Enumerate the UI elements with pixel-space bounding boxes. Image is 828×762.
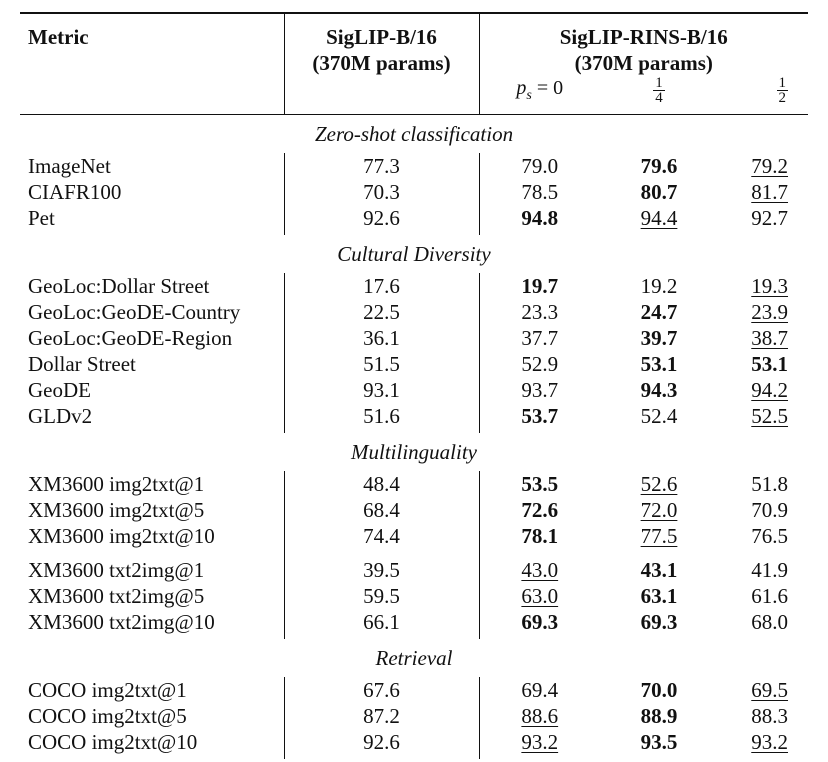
- rins-ps0-value: 88.6: [521, 704, 559, 728]
- rins-ps0-value: 94.8: [521, 206, 559, 230]
- metric-column-header: Metric: [28, 25, 89, 49]
- table-row: [20, 703, 808, 729]
- table-row: [20, 583, 808, 609]
- rins-ps-quarter-value: 94.3: [640, 378, 678, 402]
- siglip-value-cell: [284, 609, 479, 639]
- metric-name: ImageNet: [28, 154, 111, 178]
- metric-name: Pet: [28, 206, 55, 230]
- rins-ps-quarter-value: 52.6: [640, 472, 678, 496]
- rins-ps0-value: 78.5: [521, 180, 559, 204]
- rins-ps-quarter-value-cell: [600, 153, 718, 179]
- rins-ps-quarter-value-cell: [600, 523, 718, 549]
- rins-ps-quarter-value: 93.5: [640, 730, 678, 754]
- rins-ps-half-value: 61.6: [751, 584, 789, 608]
- results-table: [20, 12, 808, 759]
- rins-ps0-value-cell: [479, 471, 600, 497]
- rins-ps-half-value-cell: [718, 179, 808, 205]
- rins-ps0-value-cell: [479, 377, 600, 403]
- table-header: [20, 13, 808, 115]
- siglip-value-cell: [284, 325, 479, 351]
- siglip-rins-name: SigLIP-RINS-B/16: [559, 25, 728, 49]
- rins-ps0-value-cell: [479, 729, 600, 759]
- rins-ps-half-value-cell: [718, 299, 808, 325]
- rins-ps-half-value: 41.9: [751, 558, 789, 582]
- rins-ps-quarter-value: 53.1: [640, 352, 678, 376]
- rins-ps-quarter-value: 43.1: [640, 558, 678, 582]
- rins-ps0-value: 78.1: [521, 524, 559, 548]
- siglip-value-cell: [284, 377, 479, 403]
- metric-name: XM3600 img2txt@5: [28, 498, 205, 522]
- siglip-value: 67.6: [363, 678, 400, 702]
- siglip-value: 87.2: [363, 704, 400, 728]
- siglip-value: 93.1: [363, 378, 400, 402]
- table-row: [20, 153, 808, 179]
- rins-ps-quarter-value-cell: [600, 677, 718, 703]
- section-title: Zero-shot classification: [314, 122, 514, 146]
- rins-ps0-value: 43.0: [521, 558, 559, 582]
- rins-ps-quarter-value: 72.0: [640, 498, 678, 522]
- rins-ps-half-value-cell: [718, 497, 808, 523]
- siglip-column-header: [284, 13, 479, 115]
- metric-name: XM3600 txt2img@1: [28, 558, 205, 582]
- siglip-value: 59.5: [363, 584, 400, 608]
- siglip-value-cell: [284, 471, 479, 497]
- siglip-value-cell: [284, 153, 479, 179]
- rins-ps-half-value: 53.1: [751, 352, 789, 376]
- fraction-half: [777, 76, 789, 105]
- rins-ps0-value: 37.7: [521, 326, 559, 350]
- siglip-name: SigLIP-B/16: [326, 25, 437, 49]
- rins-ps-quarter-value-cell: [600, 471, 718, 497]
- rins-ps-quarter-value: 70.0: [640, 678, 678, 702]
- rins-ps0-value: 69.4: [521, 678, 559, 702]
- siglip-value-cell: [284, 299, 479, 325]
- siglip-value-cell: [284, 677, 479, 703]
- rins-ps0-value-cell: [479, 497, 600, 523]
- rins-ps-half-value-cell: [718, 325, 808, 351]
- siglip-value-cell: [284, 205, 479, 235]
- rins-ps0-value-cell: [479, 677, 600, 703]
- ps-half-subheader: [718, 76, 808, 115]
- rins-ps-quarter-value: 80.7: [640, 180, 678, 204]
- rins-ps0-value-cell: [479, 325, 600, 351]
- table-row: [20, 497, 808, 523]
- metric-name: GeoLoc:Dollar Street: [28, 274, 210, 298]
- fraction-quarter: [653, 76, 665, 105]
- siglip-value-cell: [284, 557, 479, 583]
- row-spacer: [20, 549, 808, 557]
- rins-ps-quarter-value: 79.6: [640, 154, 678, 178]
- rins-ps-half-value-cell: [718, 729, 808, 759]
- siglip-value-cell: [284, 403, 479, 433]
- fraction-denominator: 2: [778, 90, 787, 106]
- rins-ps-half-value-cell: [718, 677, 808, 703]
- results-table-container: [20, 12, 808, 759]
- rins-ps0-value: 53.7: [521, 404, 559, 428]
- ps-subscript: s: [526, 88, 532, 103]
- metric-name: GeoDE: [28, 378, 91, 402]
- rins-ps0-value-cell: [479, 609, 600, 639]
- metric-name: XM3600 txt2img@5: [28, 584, 205, 608]
- table-row: [20, 299, 808, 325]
- section-header-row: [20, 115, 808, 154]
- table-row: [20, 179, 808, 205]
- rins-ps-quarter-value-cell: [600, 703, 718, 729]
- siglip-value-cell: [284, 729, 479, 759]
- table-body: [20, 115, 808, 760]
- rins-ps-quarter-value: 39.7: [640, 326, 678, 350]
- rins-ps0-value: 63.0: [521, 584, 559, 608]
- rins-ps-quarter-value: 63.1: [640, 584, 678, 608]
- rins-ps-quarter-value: 24.7: [640, 300, 678, 324]
- siglip-value-cell: [284, 703, 479, 729]
- rins-ps0-value-cell: [479, 523, 600, 549]
- siglip-value: 51.5: [363, 352, 400, 376]
- table-row: [20, 351, 808, 377]
- metric-name: CIAFR100: [28, 180, 122, 204]
- rins-ps-quarter-value: 77.5: [640, 524, 678, 548]
- table-row: [20, 471, 808, 497]
- rins-ps-half-value: 51.8: [751, 472, 789, 496]
- table-row: [20, 523, 808, 549]
- siglip-value: 66.1: [363, 610, 400, 634]
- rins-ps0-value: 52.9: [521, 352, 559, 376]
- rins-ps0-value: 69.3: [521, 610, 559, 634]
- rins-ps-half-value: 92.7: [751, 206, 789, 230]
- siglip-value: 51.6: [363, 404, 400, 428]
- rins-ps-half-value: 88.3: [751, 704, 789, 728]
- siglip-rins-params: (370M params): [574, 51, 713, 75]
- siglip-value: 22.5: [363, 300, 400, 324]
- metric-name: GeoLoc:GeoDE-Region: [28, 326, 233, 350]
- metric-name: COCO img2txt@5: [28, 704, 187, 728]
- rins-ps-half-value: 70.9: [751, 498, 789, 522]
- siglip-value: 92.6: [363, 730, 400, 754]
- siglip-value-cell: [284, 351, 479, 377]
- section-title: Multilinguality: [351, 440, 477, 464]
- fraction-numerator: 1: [655, 75, 663, 91]
- metric-name: Dollar Street: [28, 352, 136, 376]
- siglip-rins-column-header: [479, 13, 808, 76]
- table-row: [20, 729, 808, 759]
- ps-quarter-subheader: [600, 76, 718, 115]
- section-header-row: [20, 639, 808, 677]
- rins-ps-half-value: 52.5: [751, 404, 789, 428]
- rins-ps-half-value: 94.2: [751, 378, 789, 402]
- siglip-value: 17.6: [363, 274, 400, 298]
- table-row: [20, 403, 808, 433]
- rins-ps0-value: 19.7: [521, 274, 559, 298]
- rins-ps-half-value-cell: [718, 557, 808, 583]
- rins-ps-quarter-value-cell: [600, 351, 718, 377]
- metric-name: XM3600 img2txt@1: [28, 472, 205, 496]
- rins-ps-quarter-value: 94.4: [640, 206, 678, 230]
- metric-name: COCO img2txt@10: [28, 730, 198, 754]
- rins-ps0-value-cell: [479, 273, 600, 299]
- rins-ps0-value-cell: [479, 299, 600, 325]
- rins-ps0-value: 53.5: [521, 472, 559, 496]
- rins-ps-half-value: 76.5: [751, 524, 789, 548]
- metric-name: XM3600 img2txt@10: [28, 524, 215, 548]
- rins-ps-quarter-value-cell: [600, 557, 718, 583]
- siglip-value: 70.3: [363, 180, 400, 204]
- table-row: [20, 609, 808, 639]
- metric-name: GeoLoc:GeoDE-Country: [28, 300, 241, 324]
- rins-ps-half-value-cell: [718, 205, 808, 235]
- rins-ps-quarter-value-cell: [600, 205, 718, 235]
- siglip-value: 36.1: [363, 326, 400, 350]
- rins-ps-half-value: 23.9: [751, 300, 789, 324]
- rins-ps0-value: 79.0: [521, 154, 559, 178]
- rins-ps-quarter-value: 88.9: [640, 704, 678, 728]
- rins-ps-half-value-cell: [718, 377, 808, 403]
- section-header-row: [20, 235, 808, 273]
- section-title: Retrieval: [375, 646, 453, 670]
- rins-ps0-value-cell: [479, 557, 600, 583]
- siglip-params: (370M params): [312, 51, 451, 75]
- rins-ps-quarter-value: 69.3: [640, 610, 678, 634]
- rins-ps-half-value: 38.7: [751, 326, 789, 350]
- rins-ps0-value: 93.7: [521, 378, 559, 402]
- rins-ps0-value-cell: [479, 179, 600, 205]
- metric-name: GLDv2: [28, 404, 93, 428]
- ps-zero-subheader: [479, 76, 600, 115]
- siglip-value-cell: [284, 523, 479, 549]
- rins-ps0-value-cell: [479, 351, 600, 377]
- siglip-value-cell: [284, 179, 479, 205]
- table-row: [20, 325, 808, 351]
- section-title: Cultural Diversity: [337, 242, 491, 266]
- siglip-value: 77.3: [363, 154, 400, 178]
- rins-ps-half-value-cell: [718, 703, 808, 729]
- ps-symbol: p: [516, 77, 527, 99]
- siglip-value-cell: [284, 583, 479, 609]
- rins-ps-half-value: 19.3: [751, 274, 789, 298]
- metric-name: XM3600 txt2img@10: [28, 610, 215, 634]
- table-row: [20, 677, 808, 703]
- rins-ps-quarter-value: 52.4: [640, 404, 678, 428]
- rins-ps-half-value-cell: [718, 609, 808, 639]
- rins-ps0-value-cell: [479, 703, 600, 729]
- fraction-numerator: 1: [778, 75, 787, 91]
- rins-ps-quarter-value-cell: [600, 377, 718, 403]
- rins-ps-half-value-cell: [718, 153, 808, 179]
- rins-ps0-value-cell: [479, 205, 600, 235]
- rins-ps-quarter-value-cell: [600, 325, 718, 351]
- table-row: [20, 377, 808, 403]
- rins-ps-half-value: 69.5: [751, 678, 789, 702]
- rins-ps-half-value-cell: [718, 273, 808, 299]
- rins-ps-quarter-value-cell: [600, 497, 718, 523]
- rins-ps-half-value-cell: [718, 583, 808, 609]
- rins-ps-half-value-cell: [718, 351, 808, 377]
- siglip-value: 39.5: [363, 558, 400, 582]
- rins-ps-quarter-value-cell: [600, 583, 718, 609]
- rins-ps0-value: 72.6: [521, 498, 559, 522]
- siglip-value-cell: [284, 497, 479, 523]
- rins-ps-half-value-cell: [718, 523, 808, 549]
- table-row: [20, 205, 808, 235]
- rins-ps-quarter-value-cell: [600, 403, 718, 433]
- ps-equals: = 0: [531, 77, 564, 99]
- siglip-value: 68.4: [363, 498, 400, 522]
- rins-ps-quarter-value-cell: [600, 179, 718, 205]
- siglip-value-cell: [284, 273, 479, 299]
- rins-ps0-value-cell: [479, 153, 600, 179]
- rins-ps-half-value: 93.2: [751, 730, 789, 754]
- rins-ps-half-value: 81.7: [751, 180, 789, 204]
- rins-ps0-value: 93.2: [521, 730, 559, 754]
- fraction-denominator: 4: [655, 90, 663, 106]
- table-row: [20, 273, 808, 299]
- rins-ps-half-value-cell: [718, 403, 808, 433]
- rins-ps-quarter-value-cell: [600, 299, 718, 325]
- siglip-value: 48.4: [363, 472, 400, 496]
- rins-ps-quarter-value-cell: [600, 729, 718, 759]
- section-header-row: [20, 433, 808, 471]
- table-row: [20, 557, 808, 583]
- rins-ps-quarter-value-cell: [600, 273, 718, 299]
- rins-ps-quarter-value-cell: [600, 609, 718, 639]
- metric-name: COCO img2txt@1: [28, 678, 187, 702]
- siglip-value: 92.6: [363, 206, 400, 230]
- rins-ps-quarter-value: 19.2: [640, 274, 678, 298]
- rins-ps0-value-cell: [479, 583, 600, 609]
- rins-ps0-value-cell: [479, 403, 600, 433]
- rins-ps-half-value: 79.2: [751, 154, 789, 178]
- siglip-value: 74.4: [363, 524, 400, 548]
- rins-ps-half-value: 68.0: [751, 610, 789, 634]
- rins-ps0-value: 23.3: [521, 300, 559, 324]
- rins-ps-half-value-cell: [718, 471, 808, 497]
